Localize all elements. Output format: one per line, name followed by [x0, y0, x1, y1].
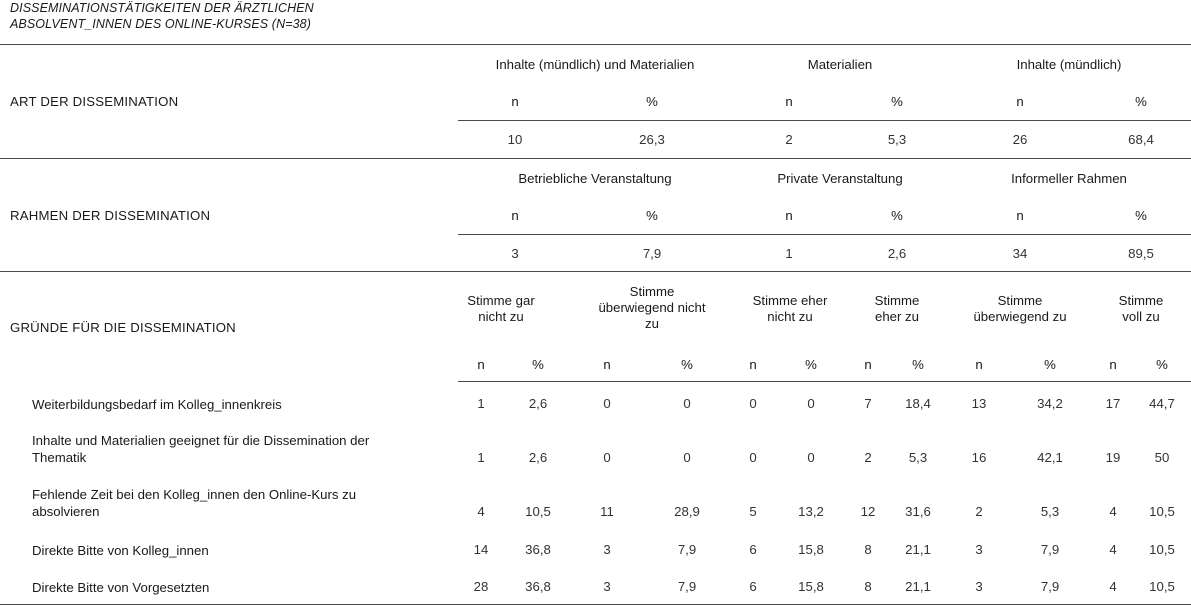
gruende-value: 2 [864, 450, 872, 465]
art-pct-header: % [1135, 94, 1147, 109]
header-underline [458, 381, 1191, 382]
art-n-header: n [785, 94, 793, 109]
group-header-line: Stimme eher [752, 293, 828, 308]
art-pct-header: % [646, 94, 658, 109]
rahmen-group-header: Betriebliche Veranstaltung [518, 171, 672, 186]
rahmen-group-header: Private Veranstaltung [777, 171, 903, 186]
row-label-line: Direkte Bitte von Vorgesetzten [32, 580, 210, 595]
gruende-value: 3 [603, 542, 611, 557]
group-header-line: Stimme [1118, 293, 1164, 308]
art-group-header: Inhalte (mündlich) und Materialien [495, 57, 695, 72]
gruende-value: 28,9 [674, 504, 700, 519]
gruende-value: 10,5 [1149, 542, 1175, 557]
gruende-value: 0 [807, 450, 815, 465]
gruende-value: 7,9 [677, 579, 697, 594]
gruende-value: 8 [864, 542, 872, 557]
gruende-value: 0 [749, 450, 757, 465]
gruende-value: 7,9 [1040, 579, 1060, 594]
gruende-n-header: n [603, 357, 611, 372]
gruende-value: 5,3 [1040, 504, 1060, 519]
art-n-header: n [1016, 94, 1024, 109]
art-value: 10 [507, 132, 523, 147]
gruende-value: 10,5 [1149, 504, 1175, 519]
section-divider [0, 44, 1191, 45]
gruende-value: 36,8 [525, 579, 551, 594]
gruende-value: 0 [603, 450, 611, 465]
gruende-value: 4 [1109, 504, 1117, 519]
gruende-value: 0 [749, 396, 757, 411]
gruende-value: 13,2 [798, 504, 824, 519]
table-title [10, 0, 314, 32]
art-value: 2 [785, 132, 793, 147]
gruende-value: 17 [1105, 396, 1121, 411]
art-value: 5,3 [887, 132, 907, 147]
group-header-line: Stimme [629, 284, 675, 299]
gruende-value: 5,3 [908, 450, 928, 465]
gruende-value: 4 [1109, 579, 1117, 594]
rahmen-n-header: n [785, 208, 793, 223]
gruende-group-header [598, 284, 705, 332]
gruende-value: 7 [864, 396, 872, 411]
gruende-value: 15,8 [798, 542, 824, 557]
group-header-line: Stimme [997, 293, 1043, 308]
gruende-pct-header: % [532, 357, 544, 372]
rahmen-value: 2,6 [887, 246, 907, 261]
gruende-value: 15,8 [798, 579, 824, 594]
gruende-pct-header: % [805, 357, 817, 372]
gruende-value: 10,5 [1149, 579, 1175, 594]
title-line-1: DISSEMINATIONSTÄTIGKEITEN DER ÄRZTLICHEN [10, 1, 314, 15]
gruende-value: 7,9 [677, 542, 697, 557]
gruende-value: 2,6 [528, 450, 548, 465]
gruende-value: 4 [1109, 542, 1117, 557]
row-label [32, 542, 432, 559]
rahmen-value: 34 [1012, 246, 1028, 261]
group-header-line: eher zu [874, 309, 919, 324]
gruende-value: 0 [603, 396, 611, 411]
art-section-label: ART DER DISSEMINATION [10, 94, 179, 109]
row-label-line: Inhalte und Materialien geeignet für die Dissemination der [32, 433, 370, 448]
gruende-value: 1 [477, 450, 485, 465]
gruende-value: 16 [971, 450, 987, 465]
gruende-value: 3 [975, 542, 983, 557]
header-underline [458, 234, 1191, 235]
gruende-n-header: n [749, 357, 757, 372]
rahmen-section-label: RAHMEN DER DISSEMINATION [10, 208, 211, 223]
gruende-value: 19 [1105, 450, 1121, 465]
row-label-line: absolvieren [32, 504, 100, 519]
gruende-group-header [1119, 293, 1164, 325]
rahmen-pct-header: % [646, 208, 658, 223]
art-n-header: n [511, 94, 519, 109]
art-value: 26 [1012, 132, 1028, 147]
header-underline [458, 120, 1191, 121]
gruende-n-header: n [864, 357, 872, 372]
group-header-line: Stimme gar [467, 293, 535, 308]
gruende-n-header: n [975, 357, 983, 372]
gruende-value: 2 [975, 504, 983, 519]
gruende-value: 2,6 [528, 396, 548, 411]
gruende-value: 21,1 [905, 542, 931, 557]
gruende-value: 4 [477, 504, 485, 519]
gruende-value: 7,9 [1040, 542, 1060, 557]
gruende-value: 12 [860, 504, 876, 519]
row-label [32, 396, 432, 413]
row-label [32, 486, 432, 520]
gruende-group-header [875, 293, 920, 325]
gruende-pct-header: % [681, 357, 693, 372]
row-label-line: Thematik [32, 450, 87, 465]
row-label [32, 579, 432, 596]
gruende-value: 18,4 [905, 396, 931, 411]
gruende-value: 10,5 [525, 504, 551, 519]
section-divider [0, 158, 1191, 159]
art-value: 26,3 [639, 132, 665, 147]
art-group-header: Inhalte (mündlich) [1016, 57, 1122, 72]
gruende-value: 44,7 [1149, 396, 1175, 411]
section-divider [0, 271, 1191, 272]
gruende-value: 11 [600, 504, 614, 519]
gruende-pct-header: % [1156, 357, 1168, 372]
gruende-n-header: n [477, 357, 485, 372]
group-header-line: zu [645, 316, 659, 331]
group-header-line: nicht zu [478, 309, 524, 324]
rahmen-pct-header: % [891, 208, 903, 223]
gruende-value: 31,6 [905, 504, 931, 519]
gruende-group-header [973, 293, 1066, 325]
gruende-value: 5 [749, 504, 757, 519]
gruende-value: 50 [1154, 450, 1170, 465]
gruende-n-header: n [1109, 357, 1117, 372]
rahmen-pct-header: % [1135, 208, 1147, 223]
group-header-line: voll zu [1122, 309, 1160, 324]
row-label-line: Weiterbildungsbedarf im Kolleg_innenkreis [32, 397, 282, 412]
title-line-2: ABSOLVENT_INNEN DES ONLINE-KURSES (N=38) [10, 17, 311, 31]
rahmen-value: 1 [785, 246, 793, 261]
group-header-line: überwiegend nicht [598, 300, 706, 315]
row-label-line: Fehlende Zeit bei den Kolleg_innen den Online-Kurs zu [32, 487, 357, 502]
art-pct-header: % [891, 94, 903, 109]
row-label [32, 432, 432, 466]
rahmen-group-header: Informeller Rahmen [1011, 171, 1127, 186]
gruende-group-header [753, 293, 828, 325]
gruende-value: 0 [683, 396, 691, 411]
group-header-line: Stimme [874, 293, 920, 308]
gruende-value: 3 [603, 579, 611, 594]
rahmen-n-header: n [511, 208, 519, 223]
gruende-value: 8 [864, 579, 872, 594]
rahmen-value: 89,5 [1128, 246, 1154, 261]
rahmen-value: 3 [511, 246, 519, 261]
gruende-value: 14 [473, 542, 489, 557]
gruende-value: 36,8 [525, 542, 551, 557]
group-header-line: überwiegend zu [973, 309, 1067, 324]
gruende-pct-header: % [912, 357, 924, 372]
gruende-value: 1 [477, 396, 485, 411]
art-group-header: Materialien [807, 57, 873, 72]
gruende-pct-header: % [1044, 357, 1056, 372]
gruende-value: 0 [683, 450, 691, 465]
art-value: 68,4 [1128, 132, 1154, 147]
gruende-value: 13 [971, 396, 987, 411]
rahmen-n-header: n [1016, 208, 1024, 223]
rahmen-value: 7,9 [642, 246, 662, 261]
gruende-value: 21,1 [905, 579, 931, 594]
gruende-value: 28 [473, 579, 489, 594]
gruende-value: 42,1 [1037, 450, 1063, 465]
gruende-value: 0 [807, 396, 815, 411]
gruende-group-header [467, 293, 534, 325]
gruende-value: 34,2 [1037, 396, 1063, 411]
gruende-value: 3 [975, 579, 983, 594]
gruende-value: 6 [749, 542, 757, 557]
gruende-value: 6 [749, 579, 757, 594]
group-header-line: nicht zu [767, 309, 813, 324]
gruende-section-label: GRÜNDE FÜR DIE DISSEMINATION [10, 320, 236, 335]
row-label-line: Direkte Bitte von Kolleg_innen [32, 543, 209, 558]
